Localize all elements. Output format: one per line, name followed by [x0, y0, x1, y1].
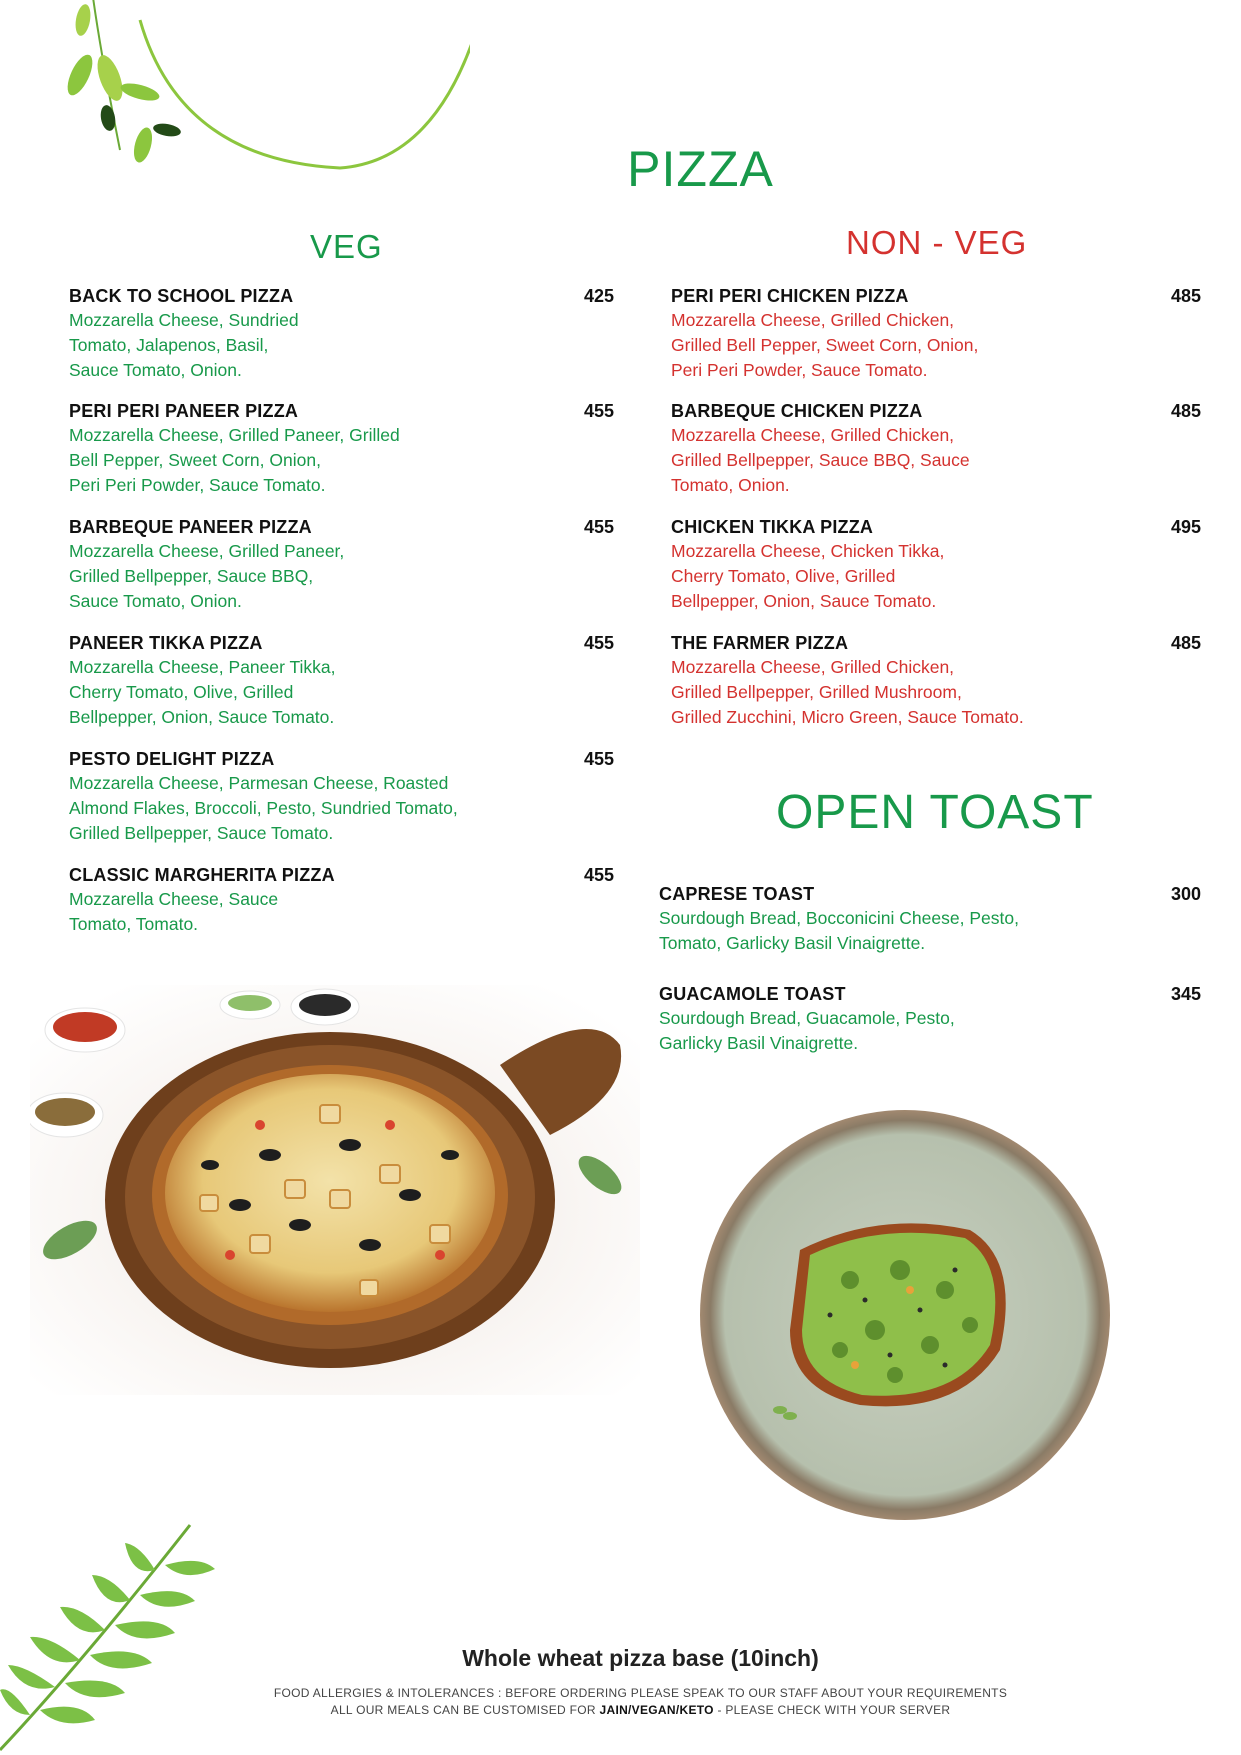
item-price: 300 [1170, 884, 1201, 904]
item-description: Mozzarella Cheese, Paneer Tikka, Cherry Tomato, Olive, Grilled Bellpepper, Onion, Sauce Tomato. [69, 657, 336, 727]
menu-item [659, 982, 1201, 1056]
item-name: PANEER TIKKA PIZZA [69, 633, 263, 653]
item-price: 455 [583, 401, 614, 421]
menu-item [671, 284, 1201, 383]
item-price: 455 [583, 865, 614, 885]
item-name: BACK TO SCHOOL PIZZA [69, 286, 294, 306]
item-name: PERI PERI PANEER PIZZA [69, 401, 299, 421]
toast-photo [690, 1110, 1120, 1520]
item-price: 485 [1170, 401, 1201, 421]
item-name: THE FARMER PIZZA [671, 633, 849, 653]
open-toast-heading: OPEN TOAST [776, 786, 1094, 839]
nonveg-heading: NON - VEG [846, 224, 1028, 261]
item-name: CHICKEN TIKKA PIZZA [671, 517, 874, 537]
item-description: Mozzarella Cheese, Grilled Chicken, Grilled Bellpepper, Grilled Mushroom, Grilled Zucchini, Micro Green, Sauce Tomato. [671, 657, 1024, 727]
customise-note: ALL OUR MEALS CAN BE CUSTOMISED FOR JAIN/VEGAN/KETO - PLEASE CHECK WITH YOUR SERVER [330, 1703, 951, 1717]
veg-heading: VEG [310, 228, 383, 265]
menu-item [69, 631, 614, 730]
item-name: BARBEQUE PANEER PIZZA [69, 517, 312, 537]
menu-item [69, 863, 614, 937]
item-description: Mozzarella Cheese, Sauce Tomato, Tomato. [69, 889, 279, 934]
item-price: 455 [583, 633, 614, 653]
menu-item [671, 515, 1201, 614]
decorative-palm [0, 1515, 260, 1755]
item-description: Mozzarella Cheese, Grilled Chicken, Grilled Bell Pepper, Sweet Corn, Onion, Peri Peri Powder, Sauce Tomato. [671, 310, 979, 380]
item-name: CLASSIC MARGHERITA PIZZA [69, 865, 335, 885]
item-description: Mozzarella Cheese, Grilled Paneer, Grilled Bellpepper, Sauce BBQ, Sauce Tomato, Onion. [69, 541, 345, 611]
item-description: Mozzarella Cheese, Sundried Tomato, Jalapenos, Basil, Sauce Tomato, Onion. [69, 310, 299, 380]
item-name: BARBEQUE CHICKEN PIZZA [671, 401, 923, 421]
menu-item [671, 399, 1201, 498]
item-price: 495 [1170, 517, 1201, 537]
item-price: 485 [1170, 286, 1201, 306]
item-description: Sourdough Bread, Bocconicini Cheese, Pesto, Tomato, Garlicky Basil Vinaigrette. [659, 908, 1019, 953]
item-name: CAPRESE TOAST [659, 884, 815, 904]
menu-item [659, 882, 1201, 956]
item-description: Mozzarella Cheese, Parmesan Cheese, Roasted Almond Flakes, Broccoli, Pesto, Sundried Tomato, Grilled Bellpepper, Sauce Tomato. [69, 773, 458, 843]
item-name: PESTO DELIGHT PIZZA [69, 749, 275, 769]
item-description: Mozzarella Cheese, Grilled Paneer, Grilled Bell Pepper, Sweet Corn, Onion, Peri Peri Powder, Sauce Tomato. [69, 425, 400, 495]
item-price: 455 [583, 517, 614, 537]
item-name: GUACAMOLE TOAST [659, 984, 846, 1004]
menu-item [69, 284, 614, 383]
page-title: PIZZA [627, 141, 774, 197]
menu-item [69, 515, 614, 614]
item-description: Mozzarella Cheese, Chicken Tikka, Cherry Tomato, Olive, Grilled Bellpepper, Onion, Sauce Tomato. [671, 541, 945, 611]
item-name: PERI PERI CHICKEN PIZZA [671, 286, 909, 306]
item-price: 485 [1170, 633, 1201, 653]
menu-item [69, 399, 614, 498]
base-note: Whole wheat pizza base (10inch) [462, 1645, 819, 1671]
menu-item [69, 747, 614, 846]
allergy-note: FOOD ALLERGIES & INTOLERANCES : BEFORE ORDERING PLEASE SPEAK TO OUR STAFF ABOUT YOUR REQUIREMENTS [273, 1686, 1008, 1700]
menu-item [671, 631, 1201, 730]
item-price: 425 [583, 286, 614, 306]
item-price: 455 [583, 749, 614, 769]
item-description: Mozzarella Cheese, Grilled Chicken, Grilled Bellpepper, Sauce BBQ, Sauce Tomato, Onion. [671, 425, 970, 495]
item-description: Sourdough Bread, Guacamole, Pesto, Garlicky Basil Vinaigrette. [659, 1008, 955, 1053]
pizza-photo [30, 985, 640, 1395]
item-price: 345 [1170, 984, 1201, 1004]
